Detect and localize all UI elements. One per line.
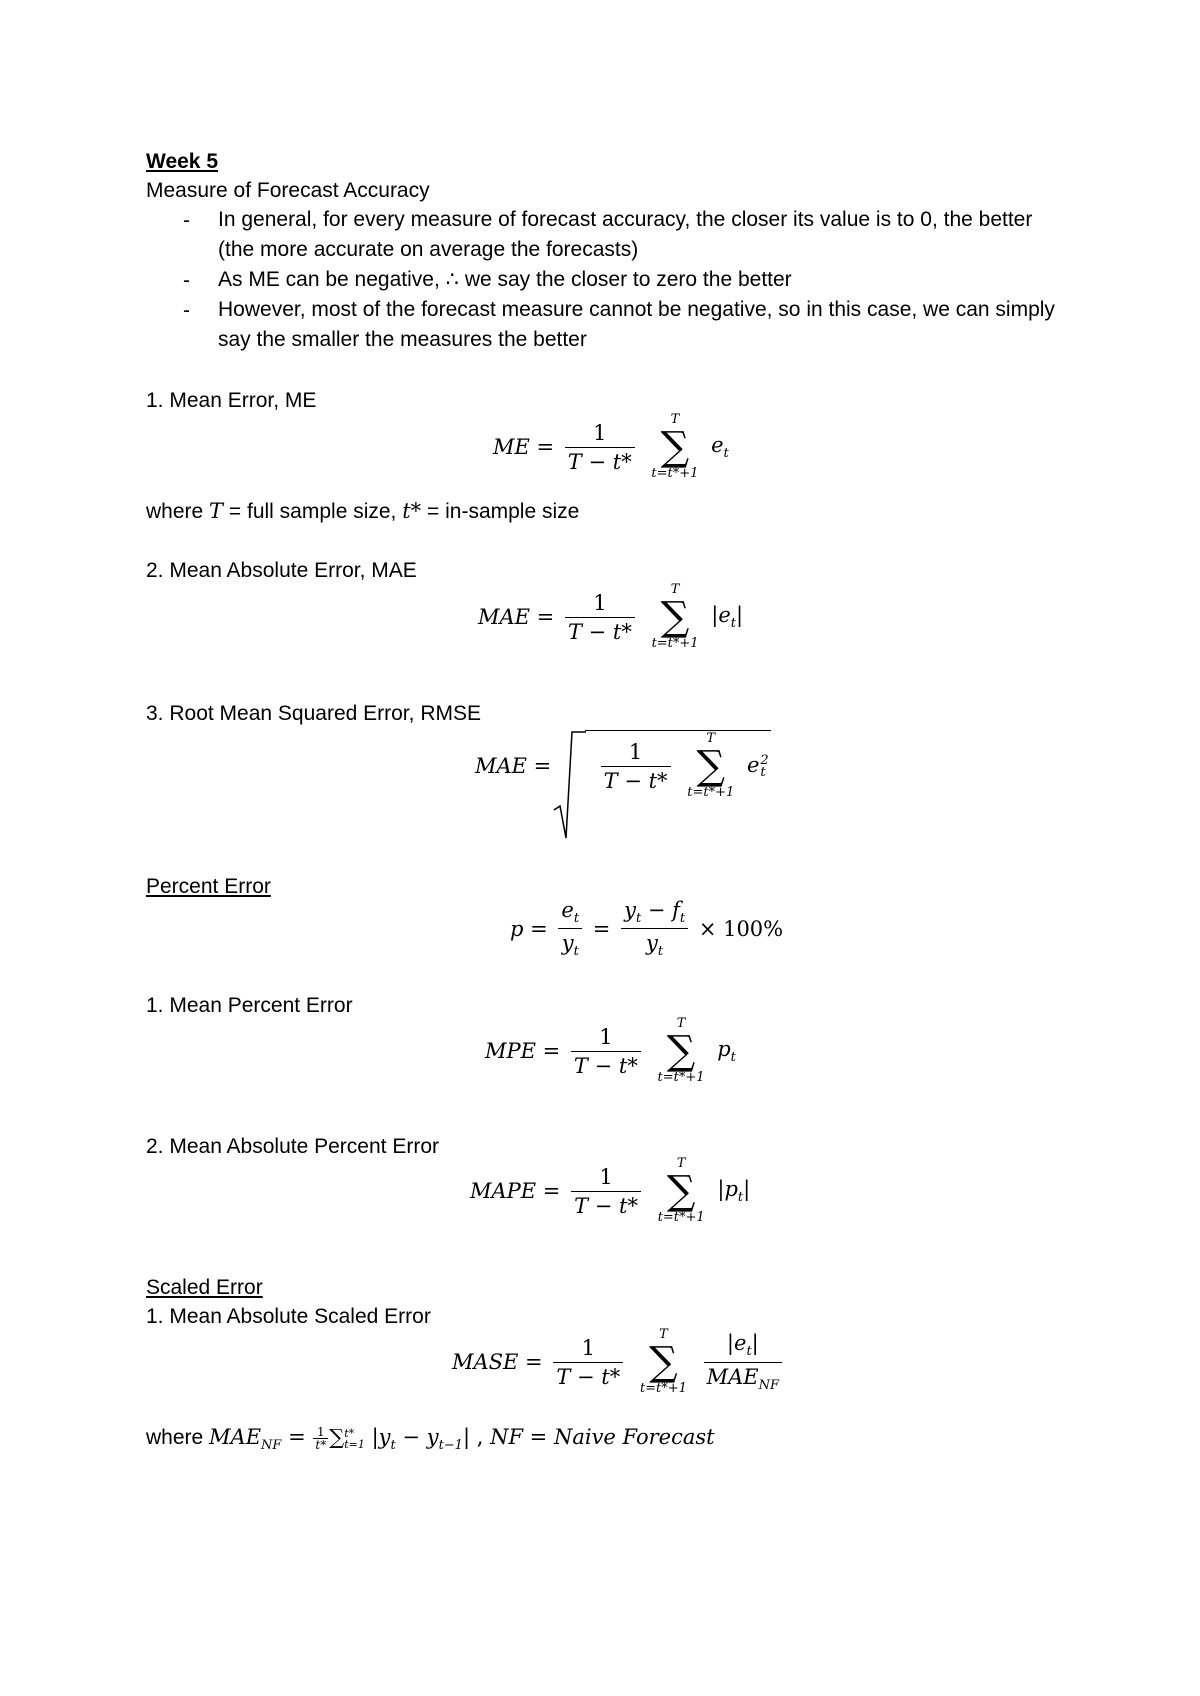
percent-error-formula: p = $\frac{e_t}{y_t}$ = $\frac{y_t - f_t}{y_t}$ × 100% <box>510 898 784 960</box>
formula-fraction <box>601 740 671 793</box>
rmse-formula <box>475 732 769 800</box>
sum-upper-limit: T <box>676 1016 686 1031</box>
fraction-numerator: 1 <box>553 1336 623 1363</box>
summation-symbol: T ∑ t=t*+1 <box>651 412 699 481</box>
formula-term: e 2 t <box>746 752 769 780</box>
summation-symbol: T ∑ t=t*+1 <box>639 1327 687 1396</box>
fraction-numerator: 1 <box>601 740 671 767</box>
formula-lhs: p = <box>510 916 548 941</box>
formula-term: $|p_t|$ <box>717 1176 751 1206</box>
root-overline <box>585 730 771 731</box>
me-where-note: where T = full sample size, t* = in-sample size <box>146 499 580 523</box>
fraction-denominator: T − t* <box>567 449 632 474</box>
fraction-denominator: T − t* <box>573 1053 638 1078</box>
mpe-label: 1. Mean Percent Error <box>146 994 353 1017</box>
summation-symbol: T ∑ t=t*+1 <box>657 1156 705 1225</box>
summation-symbol: T ∑ t=t*+1 <box>651 582 699 651</box>
bullet-mark: - <box>183 299 190 322</box>
square-root-sign <box>552 730 586 840</box>
fraction-denominator: T − t* <box>567 619 632 644</box>
sum-upper-limit: T <box>670 582 680 597</box>
me-formula <box>493 413 729 481</box>
percent-error-heading: Percent Error <box>146 875 271 898</box>
sum-lower-limit: t=t*+1 <box>687 785 735 800</box>
fraction-numerator: 1 <box>565 591 635 618</box>
mae-formula <box>478 583 743 651</box>
fraction-numerator: 1 <box>571 1165 641 1192</box>
formula-lhs: MAE = <box>475 754 552 778</box>
summation-symbol: T ∑ t=t*+1 <box>657 1016 705 1085</box>
formula-lhs: ME = <box>493 435 555 459</box>
scaled-error-heading: Scaled Error <box>146 1276 263 1299</box>
sum-lower-limit: t=t*+1 <box>639 1381 687 1396</box>
bullet-text: As ME can be negative, ∴ we say the closer to zero the better <box>218 268 792 291</box>
formula-lhs: MAE = <box>478 605 555 629</box>
bullet-text: In general, for every measure of forecast accuracy, the closer its value is to 0, the better (the more accurate on average the forecasts) <box>218 208 1033 261</box>
mape-label: 2. Mean Absolute Percent Error <box>146 1135 439 1158</box>
formula-term: $e_t$ <box>711 432 729 462</box>
formula-fraction <box>571 1165 641 1218</box>
fraction-denominator: T − t* <box>603 768 668 793</box>
section-title: Measure of Forecast Accuracy <box>146 179 430 202</box>
mae-label: 2. Mean Absolute Error, MAE <box>146 559 417 582</box>
page-heading: Week 5 <box>146 150 218 173</box>
mase-where-note: where $MAE_{NF}$ = $\frac{1}{t*}$ ∑ t* t=1 $|y_t - y_{t-1}|$ , NF = Naive Forecast <box>146 1425 715 1454</box>
formula-term: × 100% <box>698 916 784 941</box>
mpe-formula <box>485 1017 736 1085</box>
mase-formula <box>452 1328 786 1396</box>
fraction-denominator: T − t* <box>574 1193 638 1218</box>
mape-formula <box>470 1157 750 1225</box>
sum-lower-limit: t=t*+1 <box>657 1070 705 1085</box>
sum-upper-limit: T <box>676 1156 686 1171</box>
sum-lower-limit: t=t*+1 <box>657 1210 705 1225</box>
formula-lhs: MASE = <box>452 1350 543 1374</box>
bullet-text: However, most of the forecast measure cannot be negative, so in this case, we can simply say the smaller the measures the better <box>218 298 1055 351</box>
formula-term: $\frac{|e_t|}{MAE_{NF}}$ <box>704 1331 782 1392</box>
sum-upper-limit: T <box>659 1327 668 1342</box>
sum-lower-limit: t=t*+1 <box>651 636 699 651</box>
mase-label: 1. Mean Absolute Scaled Error <box>146 1305 431 1328</box>
fraction-numerator: 1 <box>565 421 635 448</box>
rmse-label: 3. Root Mean Squared Error, RMSE <box>146 702 481 725</box>
sum-upper-limit: T <box>670 412 680 427</box>
sum-lower-limit: t=t*+1 <box>651 466 699 481</box>
bullet-mark: - <box>183 269 190 292</box>
formula-term: $p_t$ <box>717 1036 736 1066</box>
formula-fraction: $\frac{y_t - f_t}{y_t}$ <box>621 898 688 959</box>
fraction-denominator: T − t* <box>556 1364 621 1389</box>
fraction-numerator: 1 <box>571 1025 641 1052</box>
bullet-mark: - <box>183 209 190 232</box>
formula-fraction <box>553 1336 623 1389</box>
summation-symbol: T ∑ t=t*+1 <box>687 731 735 800</box>
formula-fraction <box>565 591 635 644</box>
formula-fraction <box>571 1025 641 1078</box>
me-label: 1. Mean Error, ME <box>146 389 317 412</box>
formula-lhs: MAPE = <box>470 1179 561 1203</box>
formula-term: $|e_t|$ <box>711 602 744 632</box>
formula-lhs: MPE = <box>485 1039 561 1063</box>
formula-fraction <box>565 421 635 474</box>
sum-upper-limit: T <box>706 731 716 746</box>
formula-fraction: $\frac{e_t}{y_t}$ <box>558 898 582 959</box>
